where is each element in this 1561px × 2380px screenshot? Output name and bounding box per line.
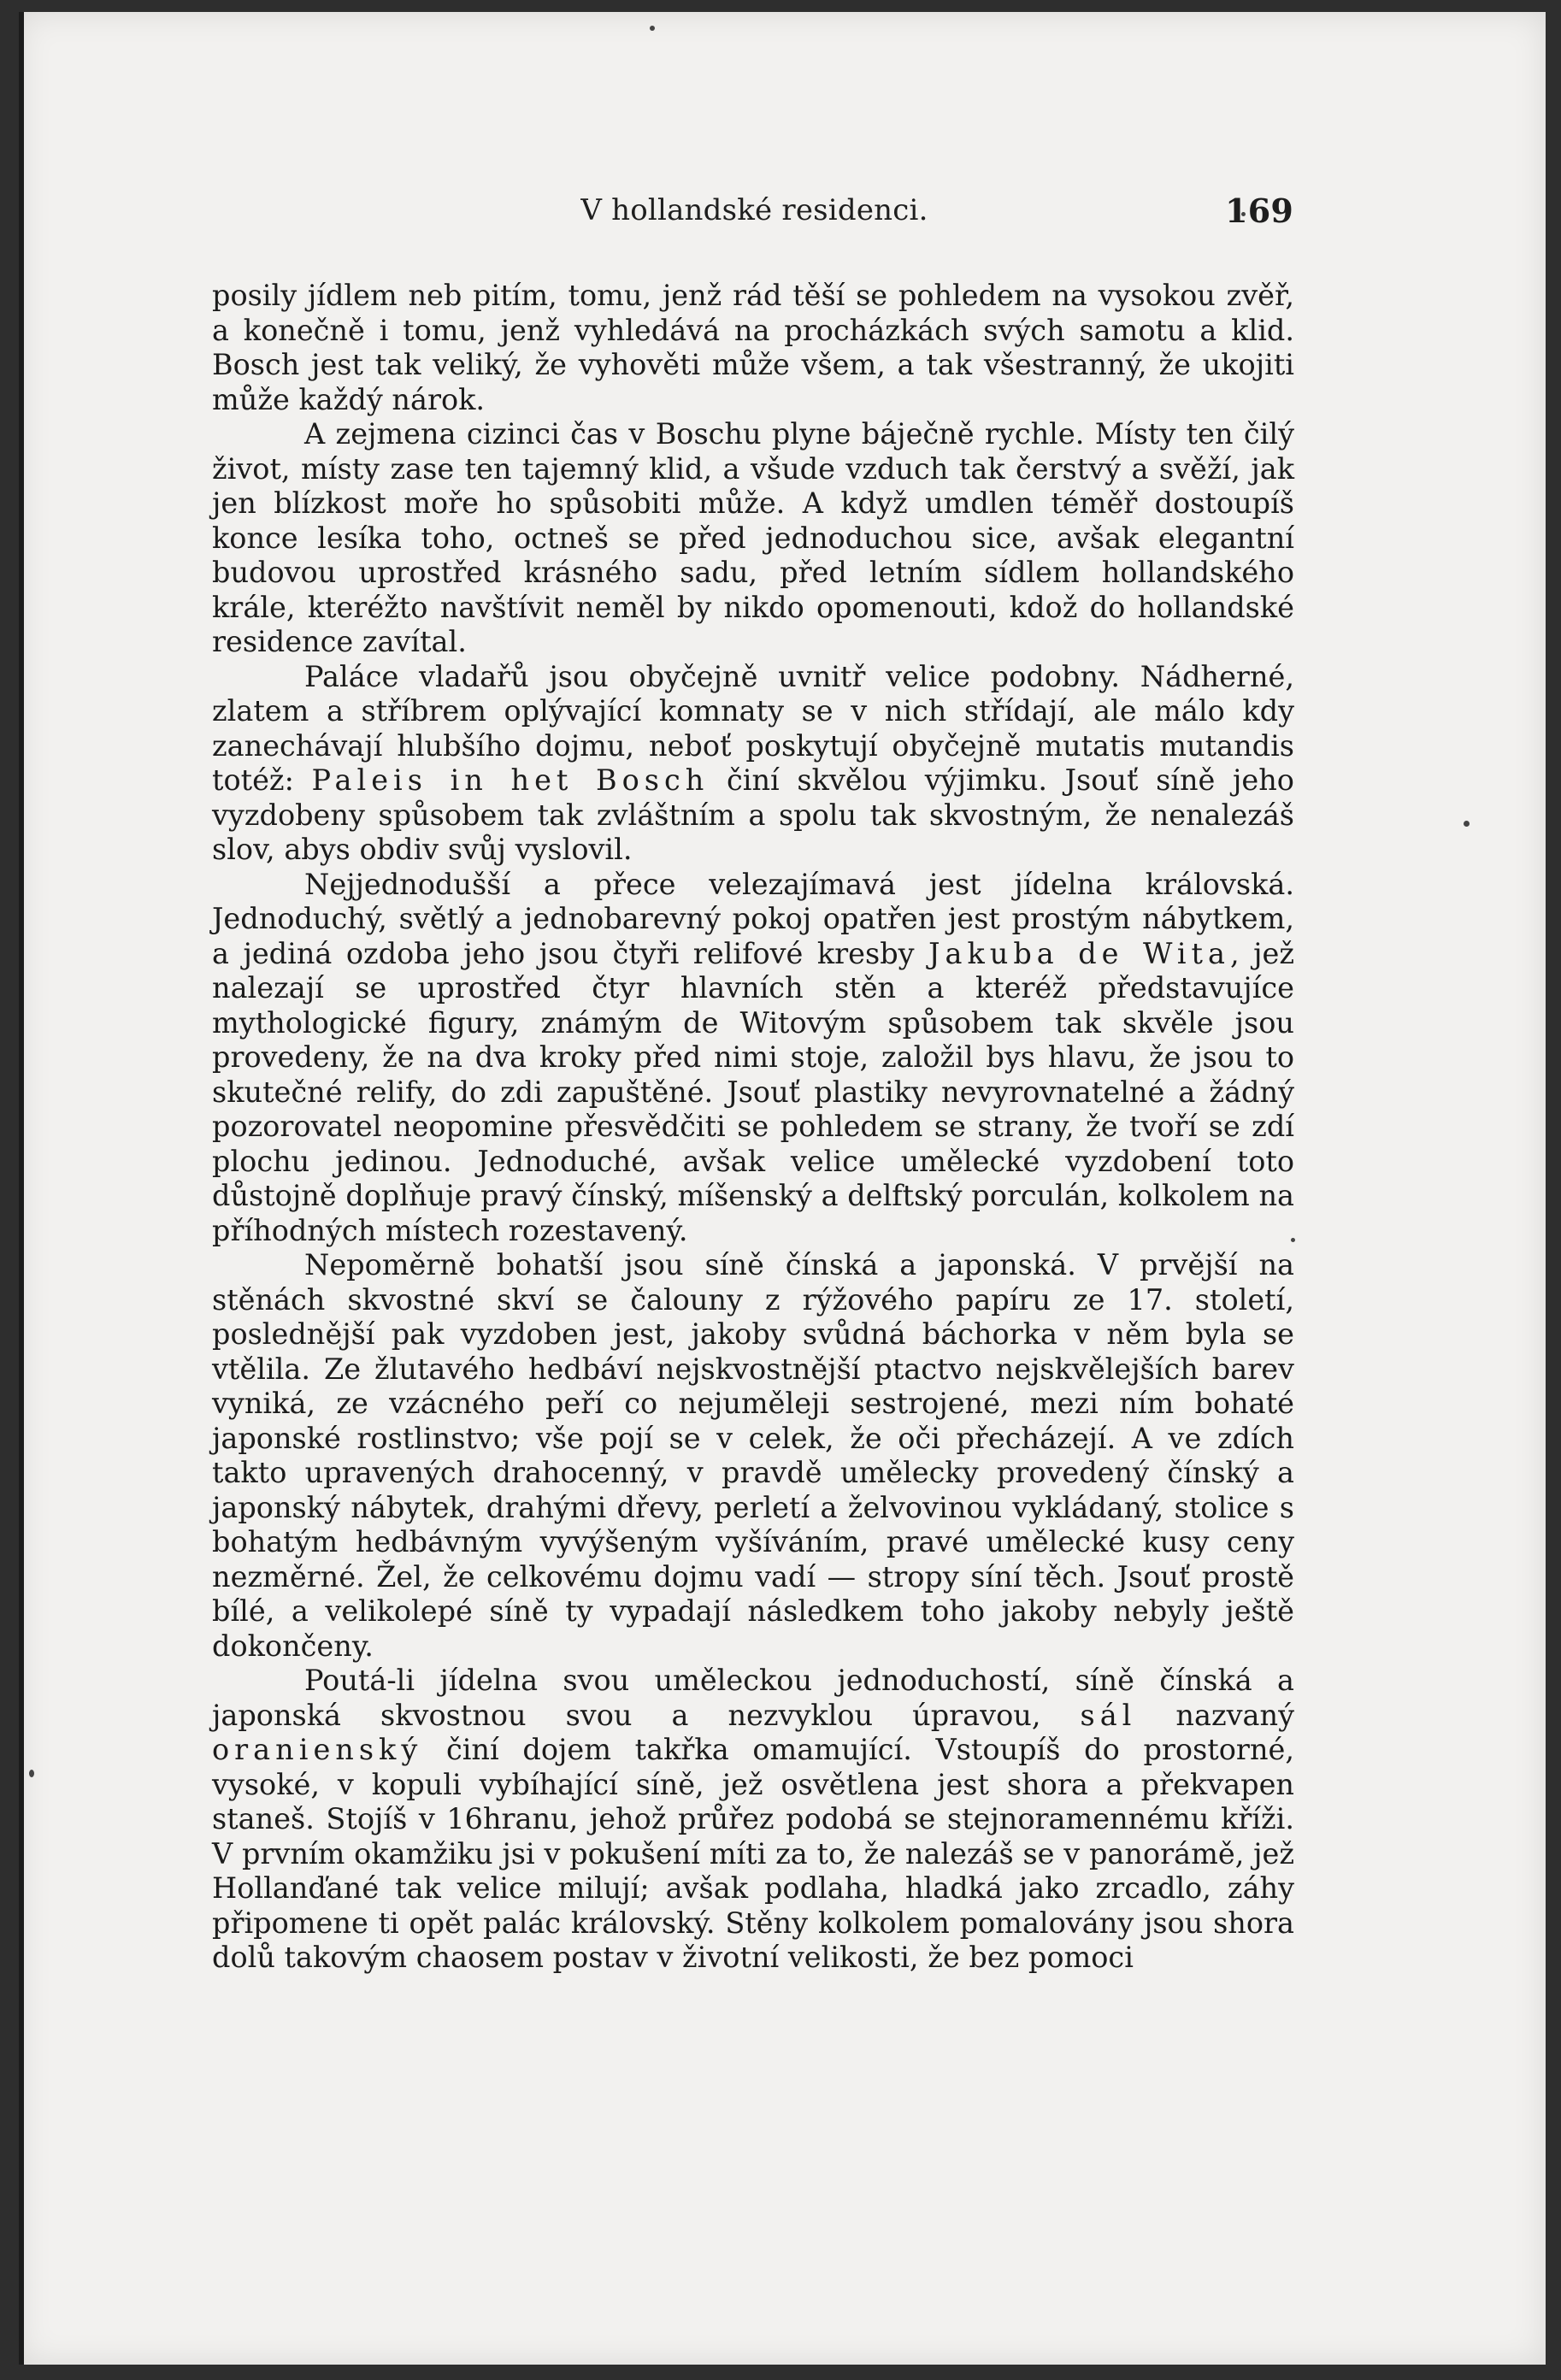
text-run: , jež nalezají se uprostřed čtyr hlavních stěn a kteréž představujíce mythologické figury, známým de Witovým spůsobem tak skvěle jsou provedeny, že na dva kroky před nimi stoje, založil bys hlavu, že jsou to skutečné relify, do zdi zapuštěné. Jsouť plastiky nevyrovnatelné a žádný pozorovatel neopomine přesvědčiti se pohledem se strany, že tvoří se zdí plochu jedinou. Jednoduché, avšak velice umělecké vyzdobení toto důstojně doplňuje pravý čínský, míšenský a delftský porculán, kolkolem na příhodných místech rozestavený. xyxy=(212,936,1294,1247)
paper-speck xyxy=(29,1770,34,1777)
paragraph xyxy=(212,660,1294,868)
text-run: Paláce vladařů jsou obyčejně uvnitř velice podobny. Nádherné, zlatem a stříbrem oplývající komnaty se v nich střídají, ale málo kdy zanechávají hlubšího dojmu, neboť poskytují obyčejně mutatis mutandis totéž: xyxy=(212,659,1294,797)
paragraph xyxy=(212,1664,1294,1976)
text-run: Nepoměrně bohatší jsou síně čínská a japonská. V prvější na stěnách skvostné skví se čalouny z rýžového papíru ze 17. století, poslednější pak vyzdoben jest, jakoby svůdná báchorka v něm byla se vtělila. Ze žlutavého hedbáví nejskvostnější ptactvo nejskvělejších barev vyniká, ze vzácného peří co nejuměleji sestrojené, mezi ním bohaté japonské rostlinstvo; vše pojí se v celek, že oči přecházejí. A ve zdích takto upravených drahocenný, v pravdě umělecky provedený čínský a japonský nábytek, drahými dřevy, perletí a želvovinou vykládaný, stolice s bohatým hedbávným vyvýšeným vyšíváním, pravé umělecké kusy ceny nezměrné. Žel, že celkovému dojmu vadí — stropy síní těch. Jsouť prostě bílé, a velikolepé síně ty vypadají následkem toho jakoby nebyly ještě dokončeny. xyxy=(212,1248,1294,1663)
page-binding-edge xyxy=(19,12,24,2365)
text-run: Nejjednodušší a přece velezajímavá jest jídelna královská. Jednoduchý, světlý a jednobarevný pokoj opatřen jest prostým nábytkem, a jediná ozdoba jeho jsou čtyři relifové kresby xyxy=(212,867,1294,970)
paragraph xyxy=(212,417,1294,660)
text-run: posily jídlem neb pitím, tomu, jenž rád těší se pohledem na vysokou zvěř, a konečně i tomu, jenž vyhledává na procházkách svých samotu a klid. Bosch jest tak veliký, že vyhověti může všem, a tak všestranný, že ukojiti může každý nárok. xyxy=(212,279,1294,416)
page-number: 169 xyxy=(1225,191,1293,230)
spaced-text-run: Jakuba de Wita xyxy=(928,936,1230,970)
body-text xyxy=(212,279,1294,1976)
paragraph xyxy=(212,868,1294,1249)
spaced-text-run: oranienský xyxy=(212,1733,423,1766)
text-run: A zejmena cizinci čas v Boschu plyne báječně rychle. Místy ten čilý život, místy zase ten tajemný klid, a všude vzduch tak čerstvý a svěží, jak jen blízkost moře ho spůsobiti může. A když umdlen téměř dostoupíš konce lesíka toho, octneš se před jednoduchou sice, avšak elegantní budovou uprostřed krásného sadu, před letním sídlem hollandského krále, kteréžto navštívit neměl by nikdo opomenouti, kdož do hollandské residence zavítal. xyxy=(212,417,1294,658)
text-run: Poutá-li jídelna svou uměleckou jednoduchostí, síně čínská a japonská skvostnou svou a nezvyklou úpravou, xyxy=(212,1664,1294,1732)
text-run: činí skvělou výjimku. Jsouť síně jeho vyzdobeny spůsobem tak zvláštním a spolu tak skvostným, že nenalezáš slov, abys obdiv svůj vyslovil. xyxy=(212,763,1294,866)
page-header xyxy=(214,193,1295,241)
paragraph xyxy=(212,279,1294,417)
paper-speck xyxy=(650,26,655,31)
text-run: nazvaný xyxy=(1136,1698,1295,1732)
spaced-text-run: sál xyxy=(1080,1698,1137,1732)
paper-speck xyxy=(1464,821,1470,827)
text-run: činí dojem takřka omamující. Vstoupíš do prostorné, vysoké, v kopuli vybíhající síně, jež osvětlena jest shora a překvapen staneš. Stojíš v 16hranu, jehož průřez podobá se stejnoramennému kříži. V prvním okamžiku jsi v pokušení míti za to, že nalezáš se v panorámě, jež Hollanďané tak velice milují; avšak podlaha, hladká jako zrcadlo, záhy připomene ti opět palác královský. Stěny kolkolem pomalovány jsou shora dolů takovým chaosem postav v životní velikosti, že bez pomoci xyxy=(212,1733,1294,1974)
paragraph xyxy=(212,1248,1294,1664)
spaced-text-run: Paleis in het Bosch xyxy=(311,763,710,797)
running-head: V hollandské residenci. xyxy=(580,193,928,227)
